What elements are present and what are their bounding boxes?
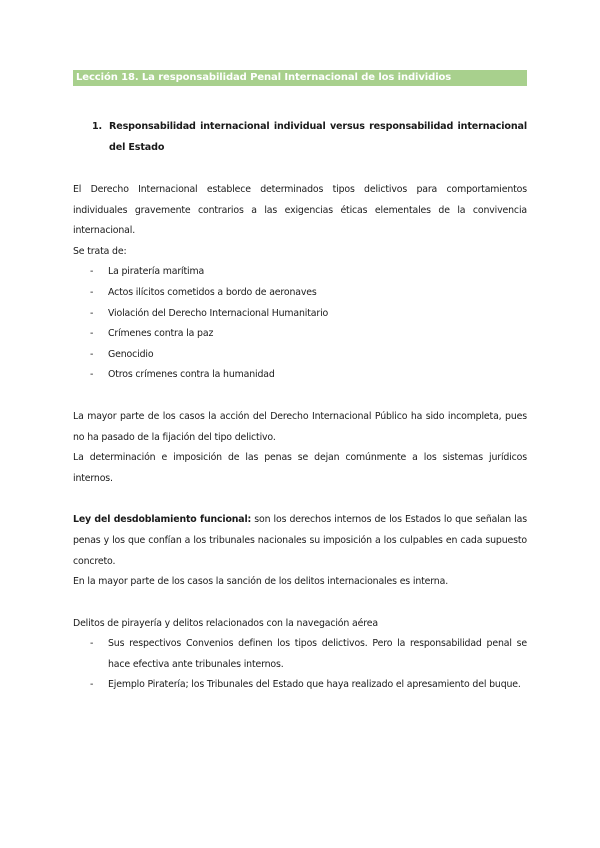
list-item-text: Sus respectivos Convenios definen los tipos delictivos. Pero la responsabilidad penal se hace efectiva ante tribunales internos. bbox=[108, 638, 527, 670]
list-item bbox=[73, 304, 527, 325]
list-item bbox=[73, 283, 527, 304]
list-item bbox=[73, 675, 527, 696]
list-item bbox=[73, 634, 527, 675]
list-bullet: - bbox=[90, 348, 94, 360]
list-item-text: Crímenes contra la paz bbox=[108, 328, 214, 340]
list-bullet: - bbox=[90, 266, 94, 278]
list-bullet: - bbox=[90, 307, 94, 319]
crimes-list bbox=[73, 262, 527, 386]
list-item-text: Ejemplo Piratería; los Tribunales del Estado que haya realizado el apresamiento del buque. bbox=[108, 679, 521, 691]
list-bullet: - bbox=[90, 369, 94, 381]
delitos-list bbox=[73, 634, 527, 696]
list-bullet: - bbox=[90, 286, 94, 298]
paragraph-internal-sanction: En la mayor parte de los casos la sanción de los delitos internacionales es interna. bbox=[73, 576, 449, 588]
list-item-text: La piratería marítima bbox=[108, 266, 205, 278]
lesson-title: Lección 18. La responsabilidad Penal Internacional de los individios bbox=[73, 70, 527, 86]
document-content bbox=[73, 70, 527, 696]
list-item bbox=[73, 324, 527, 345]
ley-label: Ley del desdoblamiento funcional: bbox=[73, 514, 252, 526]
list-item-text: Violación del Derecho Internacional Humanitario bbox=[108, 307, 329, 319]
list-item bbox=[73, 345, 527, 366]
delitos-intro: Delitos de pirayería y delitos relacionados con la navegación aérea bbox=[73, 617, 378, 629]
paragraph-incomplete-action: La mayor parte de los casos la acción del Derecho Internacional Público ha sido incompleta, pues no ha pasado de la fijación del tipo delictivo. bbox=[73, 410, 527, 443]
list-bullet: - bbox=[90, 328, 94, 340]
list-item bbox=[73, 262, 527, 283]
paragraph-penalties: La determinación e imposición de las penas se dejan comúnmente a los sistemas jurídicos internos. bbox=[73, 452, 527, 484]
intro-paragraph: El Derecho Internacional establece determinados tipos delictivos para comportamientos individuales gravemente contrarios a las exigencias éticas elementales de la convivencia internacional. bbox=[73, 184, 527, 237]
list-item-text: Genocidio bbox=[108, 348, 154, 360]
paragraph-ley-desdoblamiento bbox=[73, 510, 527, 572]
list-bullet: - bbox=[90, 679, 94, 691]
section-heading-number: 1. bbox=[92, 121, 103, 132]
list-bullet: - bbox=[90, 638, 94, 650]
list-item bbox=[73, 365, 527, 386]
section-heading bbox=[92, 116, 527, 158]
list-item-text: Otros crímenes contra la humanidad bbox=[108, 369, 275, 381]
section-heading-text: Responsabilidad internacional individual versus responsabilidad internacional del Estado bbox=[109, 121, 527, 153]
list-intro: Se trata de: bbox=[73, 245, 127, 257]
ley-text: son los derechos internos de los Estados lo que señalan las penas y los que confían a los tribunales nacionales su imposición a los culpables en cada supuesto concreto. bbox=[73, 514, 527, 567]
list-item-text: Actos ilícitos cometidos a bordo de aeronaves bbox=[108, 286, 317, 298]
